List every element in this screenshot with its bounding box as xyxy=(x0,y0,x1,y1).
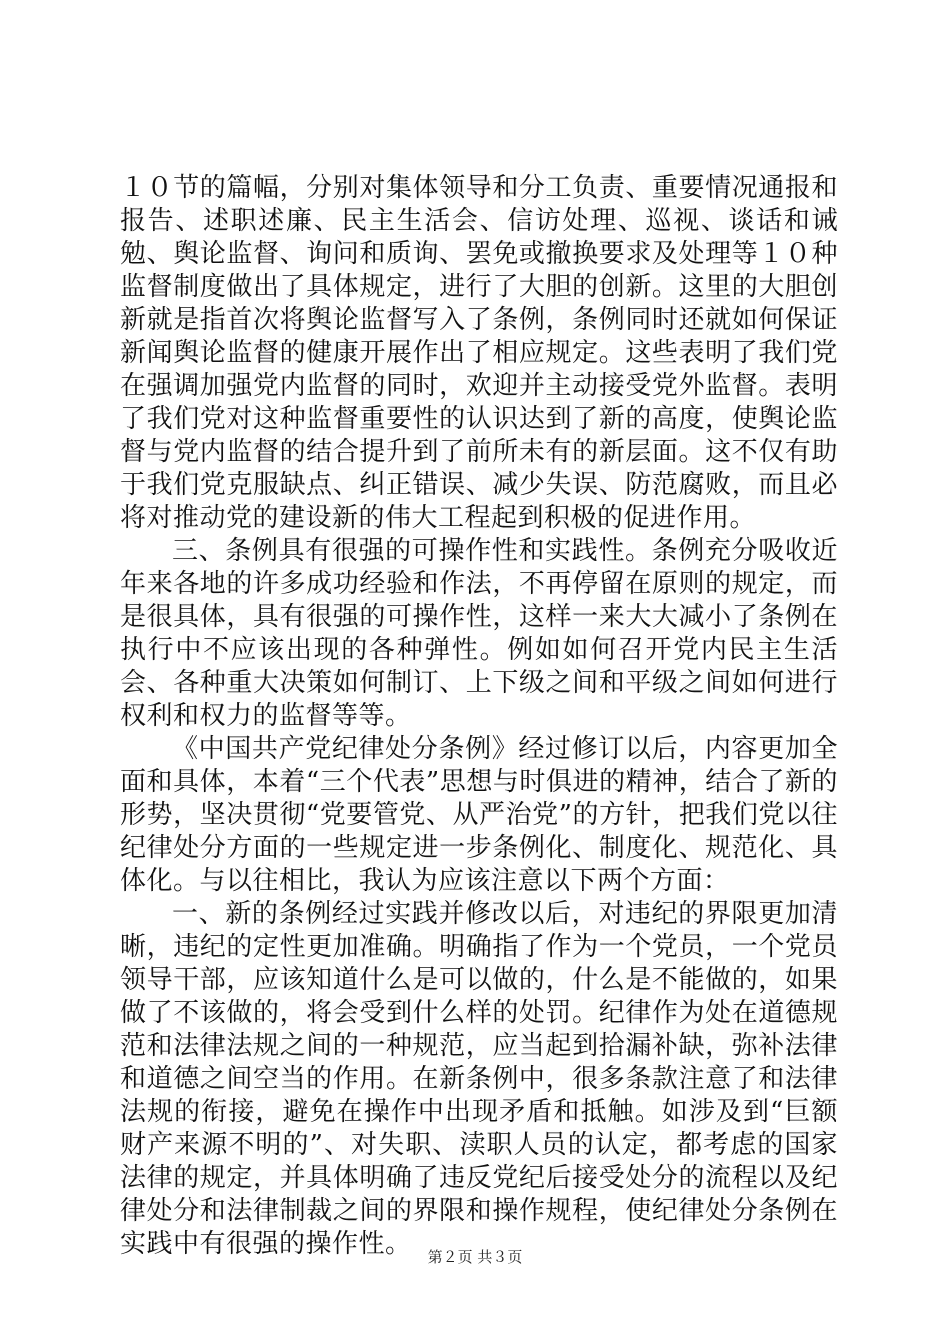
paragraph-1: １０节的篇幅，分别对集体领导和分工负责、重要情况通报和报告、述职述廉、民主生活会、信访处理、巡视、谈话和诫勉、舆论监督、询问和质询、罢免或撤换要求及处理等１０种监督制度做出了具体规定，进行了大胆的创新。这里的大胆创新就是指首次将舆论监督写入了条例，条例同时还就如何保证新闻舆论监督的健康开展作出了相应规定。这些表明了我们党在强调加强党内监督的同时，欢迎并主动接受党外监督。表明了我们党对这种监督重要性的认识达到了新的高度，使舆论监督与党内监督的结合提升到了前所未有的新层面。这不仅有助于我们党克服缺点、纠正错误、减少失误、防范腐败，而且必将对推动党的建设新的伟大工程起到积极的促进作用。 xyxy=(120,173,838,533)
paragraph-4: 一、新的条例经过实践并修改以后，对违纪的界限更加清晰，违纪的定性更加准确。明确指了作为一个党员，一个党员领导干部，应该知道什么是可以做的，什么是不能做的，如果做了不该做的，将会受到什么样的处罚。纪律作为处在道德规范和法律法规之间的一种规范，应当起到拾漏补缺，弥补法律和道德之间空当的作用。在新条例中，很多条款注意了和法律法规的衔接，避免在操作中出现矛盾和抵触。如涉及到“巨额财产来源不明的”、对失职、渎职人员的认定，都考虑的国家法律的规定，并具体明确了违反党纪后接受处分的流程以及纪律处分和法律制裁之间的界限和操作规程，使纪律处分条例在实践中有很强的操作性。 xyxy=(120,899,838,1259)
document-body xyxy=(120,172,838,1261)
page-number-label: 第２页 共３页 xyxy=(427,1248,523,1266)
paragraph-2: 三、条例具有很强的可操作性和实践性。条例充分吸收近年来各地的许多成功经验和作法，不再停留在原则的规定，而是很具体，具有很强的可操作性，这样一来大大减小了条例在执行中不应该出现的各种弹性。例如如何召开党内民主生活会、各种重大决策如何制订、上下级之间和平级之间如何进行权利和权力的监督等等。 xyxy=(120,536,838,731)
page-footer xyxy=(0,1246,950,1267)
paragraph-3: 《中国共产党纪律处分条例》经过修订以后，内容更加全面和具体，本着“三个代表”思想与时俱进的精神，结合了新的形势，坚决贯彻“党要管党、从严治党”的方针，把我们党以往纪律处分方面的一些规定进一步条例化、制度化、规范化、具体化。与以往相比，我认为应该注意以下两个方面： xyxy=(120,734,838,896)
